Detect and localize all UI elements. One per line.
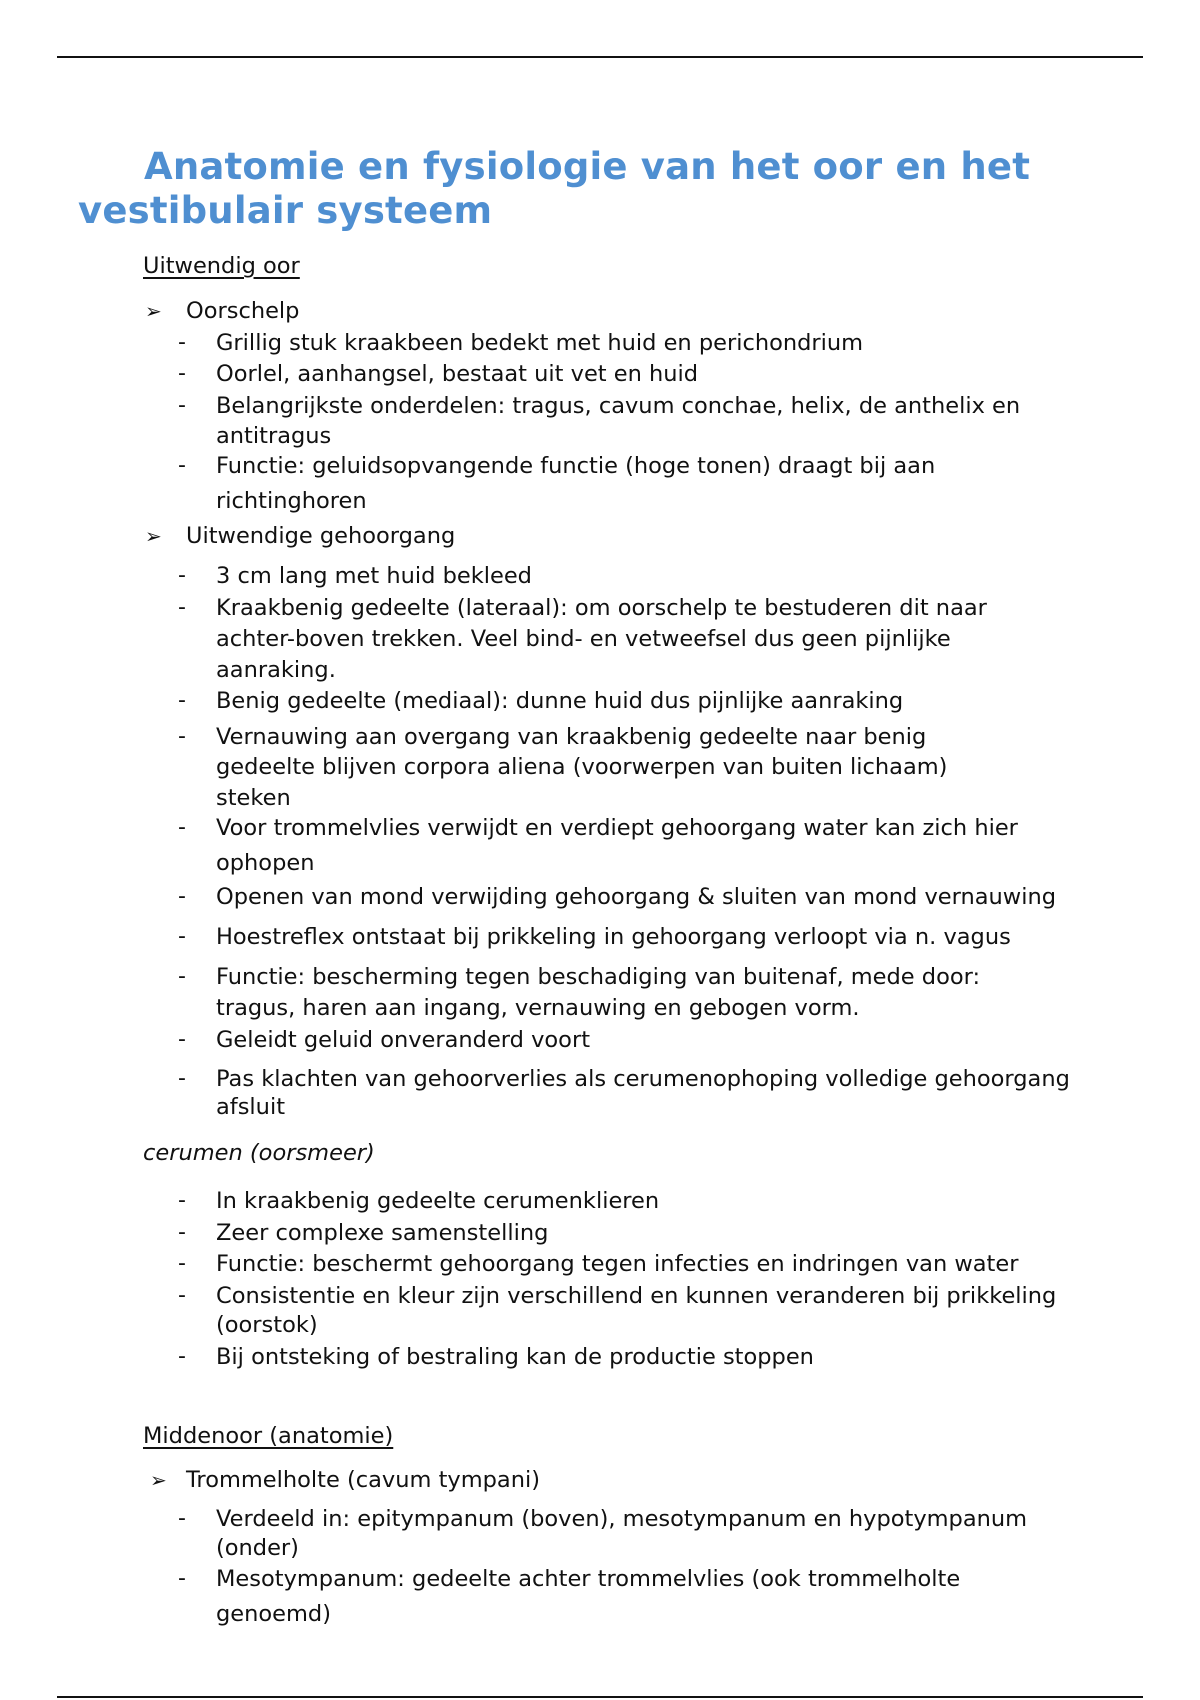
list-item: Bij ontsteking of bestraling kan de productie stoppen [216,1344,814,1370]
dash-bullet-icon: - [178,1251,186,1276]
dash-bullet-icon: - [178,815,186,840]
list-item-continuation: afsluit [216,1094,286,1120]
list-item: Vernauwing aan overgang van kraakbenig gedeelte naar benig [216,724,927,750]
dash-bullet-icon: - [178,1188,186,1213]
dash-bullet-icon: - [178,1220,186,1245]
arrow-bullet-icon: ➢ [145,524,162,548]
list-item-oorschelp: Oorschelp [186,298,300,324]
list-item-continuation: genoemd) [216,1601,331,1627]
list-item-continuation: gedeelte blijven corpora aliena (voorwerpen van buiten lichaam) [216,754,948,780]
list-item: Mesotympanum: gedeelte achter trommelvlies (ook trommelholte [216,1566,961,1592]
dash-bullet-icon: - [178,453,186,478]
list-item-continuation: (onder) [216,1535,299,1561]
list-item-trommelholte: Trommelholte (cavum tympani) [186,1467,540,1493]
list-item-continuation: steken [216,785,291,811]
list-item: Benig gedeelte (mediaal): dunne huid dus pijnlijke aanraking [216,688,904,714]
list-item: Geleidt geluid onveranderd voort [216,1027,591,1053]
list-item: Oorlel, aanhangsel, bestaat uit vet en huid [216,361,699,387]
list-item-continuation: aanraking. [216,657,336,683]
dash-bullet-icon: - [178,1066,186,1091]
list-item: Verdeeld in: epitympanum (boven), mesotympanum en hypotympanum [216,1506,1028,1532]
list-item-continuation: richtinghoren [216,488,367,514]
dash-bullet-icon: - [178,595,186,620]
dash-bullet-icon: - [178,924,186,949]
dash-bullet-icon: - [178,1344,186,1369]
dash-bullet-icon: - [178,563,186,588]
list-item: Kraakbenig gedeelte (lateraal): om oorschelp te bestuderen dit naar [216,595,987,621]
section-heading-uitwendig-oor: Uitwendig oor [143,253,300,279]
section-heading-middenoor: Middenoor (anatomie) [143,1423,394,1449]
list-item-continuation: tragus, haren aan ingang, vernauwing en gebogen vorm. [216,995,860,1021]
list-item: Voor trommelvlies verwijdt en verdiept gehoorgang water kan zich hier [216,815,1018,841]
subheading-cerumen: cerumen (oorsmeer) [143,1140,375,1166]
list-item-uitwendige-gehoorgang: Uitwendige gehoorgang [186,523,456,549]
list-item: 3 cm lang met huid bekleed [216,563,532,589]
dash-bullet-icon: - [178,393,186,418]
arrow-bullet-icon: ➢ [150,1468,167,1492]
list-item: Consistentie en kleur zijn verschillend en kunnen veranderen bij prikkeling [216,1283,1057,1309]
page-title: Anatomie en fysiologie van het oor en het vestibulair systeem [78,145,1031,232]
list-item-continuation: antitragus [216,423,332,449]
list-item: Openen van mond verwijding gehoorgang & sluiten van mond vernauwing [216,884,1056,910]
list-item: Belangrijkste onderdelen: tragus, cavum conchae, helix, de anthelix en [216,393,1021,419]
list-item: Functie: bescherming tegen beschadiging van buitenaf, mede door: [216,964,981,990]
list-item: Functie: beschermt gehoorgang tegen infecties en indringen van water [216,1251,1019,1277]
dash-bullet-icon: - [178,330,186,355]
dash-bullet-icon: - [178,1283,186,1308]
dash-bullet-icon: - [178,1506,186,1531]
list-item: Hoestreflex ontstaat bij prikkeling in gehoorgang verloopt via n. vagus [216,924,1011,950]
dash-bullet-icon: - [178,964,186,989]
list-item: Pas klachten van gehoorverlies als cerumenophoping volledige gehoorgang [216,1066,1070,1092]
list-item: Functie: geluidsopvangende functie (hoge tonen) draagt bij aan [216,453,936,479]
dash-bullet-icon: - [178,884,186,909]
list-item: Zeer complexe samenstelling [216,1220,549,1246]
list-item-continuation: ophopen [216,850,315,876]
dash-bullet-icon: - [178,724,186,749]
arrow-bullet-icon: ➢ [145,299,162,323]
dash-bullet-icon: - [178,1027,186,1052]
top-rule [57,56,1143,58]
list-item: In kraakbenig gedeelte cerumenklieren [216,1188,660,1214]
dash-bullet-icon: - [178,361,186,386]
dash-bullet-icon: - [178,688,186,713]
list-item-continuation: achter-boven trekken. Veel bind- en vetweefsel dus geen pijnlijke [216,626,951,652]
dash-bullet-icon: - [178,1566,186,1591]
bottom-rule [57,1696,1143,1698]
list-item-continuation: (oorstok) [216,1312,318,1338]
list-item: Grillig stuk kraakbeen bedekt met huid en perichondrium [216,330,864,356]
